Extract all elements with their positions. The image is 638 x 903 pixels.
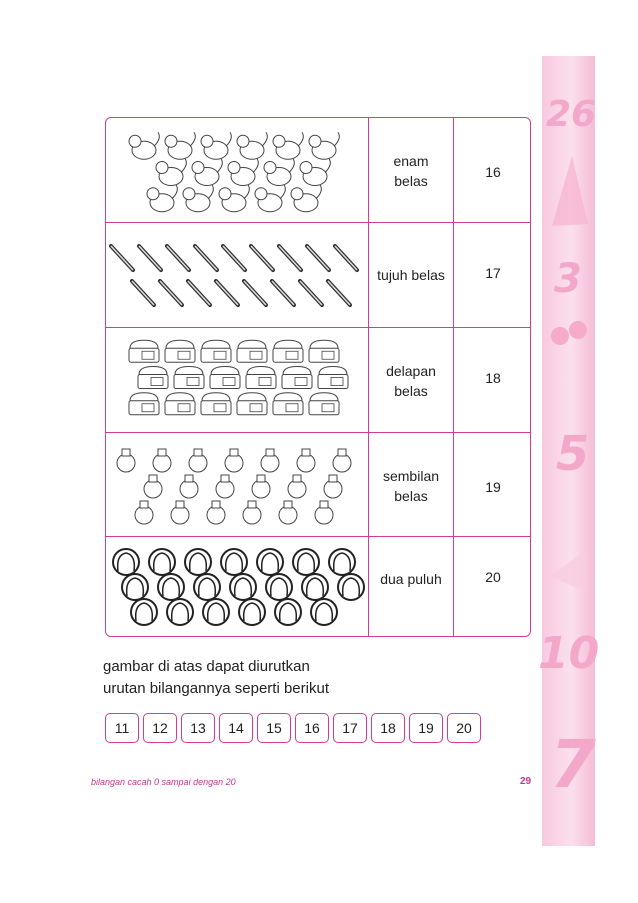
pencil-icon bbox=[279, 246, 301, 270]
cat-icon bbox=[183, 185, 213, 212]
telephone-icon bbox=[165, 340, 195, 362]
telephone-icon bbox=[237, 393, 267, 415]
number-value: 18 bbox=[485, 370, 501, 386]
light-bulb-icon bbox=[180, 475, 198, 498]
light-bulb-icon bbox=[106, 433, 368, 537]
number-word: tujuh belas bbox=[377, 267, 445, 283]
telephone-icon bbox=[273, 393, 303, 415]
light-bulb-icon bbox=[225, 449, 243, 472]
pencil-icon bbox=[272, 281, 294, 305]
table-row bbox=[106, 328, 530, 433]
telephone-icon bbox=[282, 367, 312, 389]
sequence-box: 19 bbox=[409, 713, 443, 743]
ball-icon bbox=[149, 549, 175, 575]
table-row bbox=[106, 118, 530, 223]
number-value: 16 bbox=[485, 164, 501, 180]
telephone-icon bbox=[129, 393, 159, 415]
sidebar-number: 5 bbox=[556, 426, 590, 482]
cat-icon bbox=[129, 132, 159, 159]
cat-icon bbox=[237, 132, 267, 159]
number-value: 17 bbox=[485, 265, 501, 281]
cat-icon bbox=[300, 159, 330, 186]
light-bulb-icon bbox=[243, 501, 261, 524]
table-row bbox=[106, 537, 530, 637]
telephone-icon bbox=[174, 367, 204, 389]
light-bulb-icon bbox=[216, 475, 234, 498]
pencil-icon bbox=[300, 281, 322, 305]
ball-icon bbox=[293, 549, 319, 575]
table-row bbox=[106, 223, 530, 328]
telephone-icon bbox=[309, 393, 339, 415]
cat-icon bbox=[106, 118, 368, 223]
pencil-icon bbox=[106, 223, 368, 328]
light-bulb-icon bbox=[153, 449, 171, 472]
telephone-icon bbox=[129, 340, 159, 362]
caption-text: gambar di atas dapat diurutkan urutan bilangannya seperti berikut bbox=[103, 658, 329, 697]
cat-icon bbox=[156, 159, 186, 186]
light-bulb-icon bbox=[252, 475, 270, 498]
number-word: delapan belas bbox=[386, 363, 436, 399]
telephone-icon bbox=[201, 340, 231, 362]
telephone-icon bbox=[138, 367, 168, 389]
sequence-box: 17 bbox=[333, 713, 367, 743]
ball-icon bbox=[113, 549, 139, 575]
ball-icon bbox=[329, 549, 355, 575]
telephone-icon bbox=[318, 367, 348, 389]
light-bulb-icon bbox=[144, 475, 162, 498]
ball-icon bbox=[221, 549, 247, 575]
pencil-icon bbox=[167, 246, 189, 270]
pencil-icon bbox=[335, 246, 357, 270]
ball-icon bbox=[122, 574, 148, 600]
ball-icon bbox=[106, 537, 368, 637]
sequence-box: 14 bbox=[219, 713, 253, 743]
pencil-icon bbox=[223, 246, 245, 270]
sequence-box: 12 bbox=[143, 713, 177, 743]
light-bulb-icon bbox=[117, 449, 135, 472]
telephone-icon bbox=[106, 328, 368, 433]
number-value: 20 bbox=[485, 569, 501, 585]
light-bulb-icon bbox=[135, 501, 153, 524]
sidebar-number: 10 bbox=[538, 628, 600, 679]
light-bulb-icon bbox=[279, 501, 297, 524]
sidebar-number: 3 bbox=[554, 256, 582, 302]
telephone-icon bbox=[273, 340, 303, 362]
pencil-icon bbox=[188, 281, 210, 305]
cat-icon bbox=[201, 132, 231, 159]
pencil-icon bbox=[139, 246, 161, 270]
ball-icon bbox=[239, 599, 265, 625]
light-bulb-icon bbox=[324, 475, 342, 498]
cat-icon bbox=[165, 132, 195, 159]
ball-icon bbox=[230, 574, 256, 600]
pencil-icon bbox=[328, 281, 350, 305]
sequence-box: 15 bbox=[257, 713, 291, 743]
ball-icon bbox=[311, 599, 337, 625]
page-number: 29 bbox=[520, 776, 532, 787]
ball-icon bbox=[131, 599, 157, 625]
ball-icon bbox=[194, 574, 220, 600]
telephone-icon bbox=[246, 367, 276, 389]
number-table bbox=[105, 117, 531, 637]
telephone-icon bbox=[210, 367, 240, 389]
party-hat-icon bbox=[542, 56, 595, 846]
light-bulb-icon bbox=[288, 475, 306, 498]
sequence-box: 18 bbox=[371, 713, 405, 743]
pencil-icon bbox=[132, 281, 154, 305]
sidebar-number: 7 bbox=[550, 726, 596, 803]
number-value: 19 bbox=[485, 479, 501, 495]
ball-icon bbox=[302, 574, 328, 600]
ball-icon bbox=[275, 599, 301, 625]
light-bulb-icon bbox=[207, 501, 225, 524]
table-row bbox=[106, 433, 530, 537]
telephone-icon bbox=[201, 393, 231, 415]
sequence-box: 20 bbox=[447, 713, 481, 743]
sequence-box: 16 bbox=[295, 713, 329, 743]
cat-icon bbox=[228, 159, 258, 186]
cat-icon bbox=[147, 185, 177, 212]
number-word: dua puluh bbox=[380, 571, 442, 587]
ball-icon bbox=[158, 574, 184, 600]
light-bulb-icon bbox=[261, 449, 279, 472]
telephone-icon bbox=[237, 340, 267, 362]
telephone-icon bbox=[309, 340, 339, 362]
light-bulb-icon bbox=[171, 501, 189, 524]
ball-icon bbox=[167, 599, 193, 625]
pencil-icon bbox=[111, 246, 133, 270]
ball-icon bbox=[266, 574, 292, 600]
ball-icon bbox=[257, 549, 283, 575]
cat-icon bbox=[309, 132, 339, 159]
light-bulb-icon bbox=[297, 449, 315, 472]
cat-icon bbox=[273, 132, 303, 159]
number-word: sembilan belas bbox=[382, 468, 440, 504]
sequence-box: 11 bbox=[105, 713, 139, 743]
cat-icon bbox=[255, 185, 285, 212]
light-bulb-icon bbox=[333, 449, 351, 472]
telephone-icon bbox=[165, 393, 195, 415]
cat-icon bbox=[264, 159, 294, 186]
sidebar-number: 26 bbox=[546, 94, 597, 135]
sequence-box: 13 bbox=[181, 713, 215, 743]
light-bulb-icon bbox=[315, 501, 333, 524]
ball-icon bbox=[338, 574, 364, 600]
decorative-sidebar bbox=[538, 56, 600, 846]
light-bulb-icon bbox=[189, 449, 207, 472]
cat-icon bbox=[219, 185, 249, 212]
cat-icon bbox=[192, 159, 222, 186]
footer-text: bilangan cacah 0 sampai dengan 20 bbox=[91, 777, 236, 787]
pencil-icon bbox=[195, 246, 217, 270]
pencil-icon bbox=[307, 246, 329, 270]
ball-icon bbox=[185, 549, 211, 575]
pencil-icon bbox=[160, 281, 182, 305]
number-word: enam belas bbox=[393, 153, 429, 189]
ball-icon bbox=[203, 599, 229, 625]
cat-icon bbox=[291, 185, 321, 212]
pencil-icon bbox=[251, 246, 273, 270]
pencil-icon bbox=[216, 281, 238, 305]
pencil-icon bbox=[244, 281, 266, 305]
